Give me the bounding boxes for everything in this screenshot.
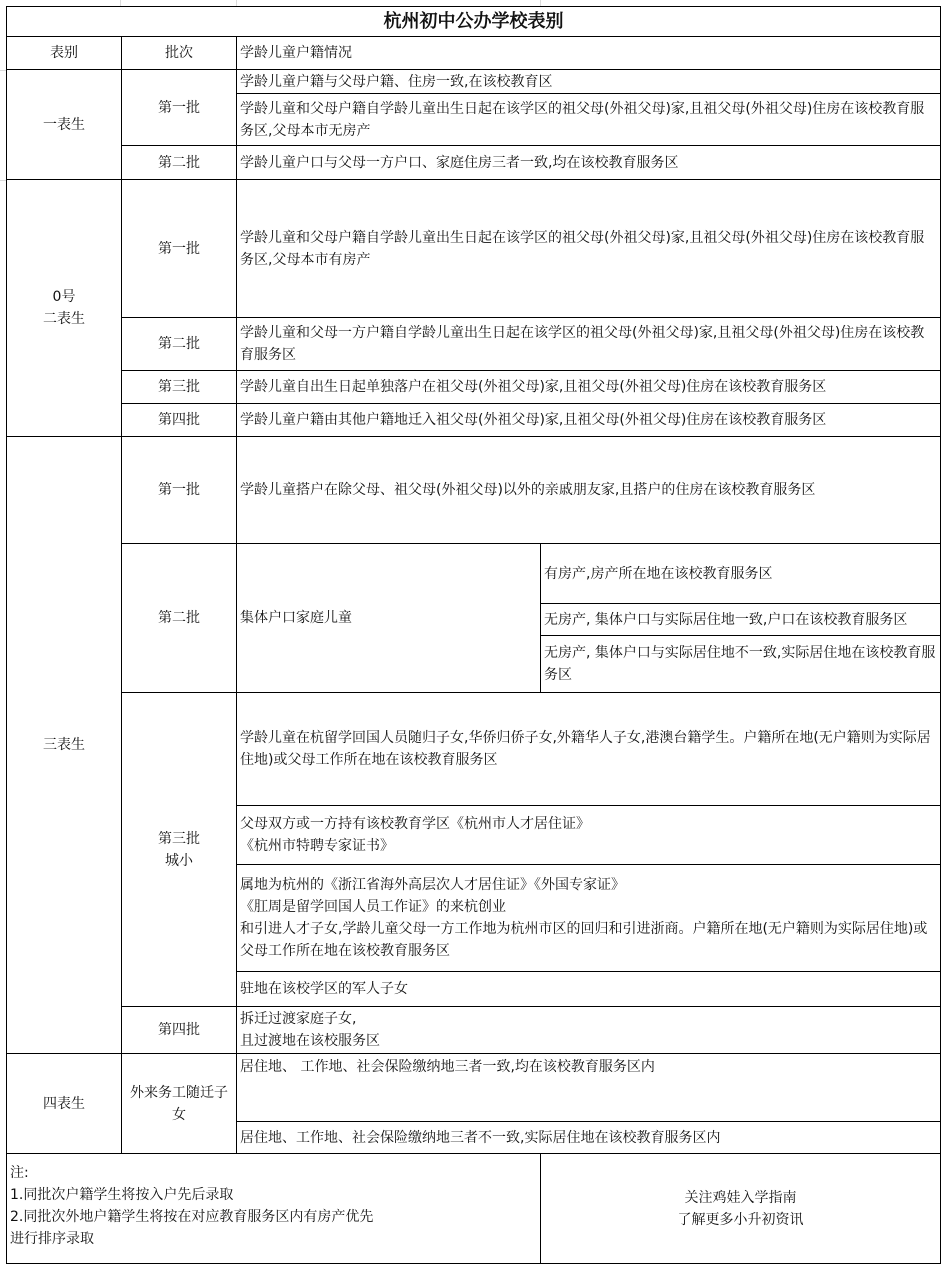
tier3-batch1: 第一批 xyxy=(121,436,237,544)
tier3-batch4-text: 拆迁过渡家庭子女, 且过渡地在该校服务区 xyxy=(236,1006,941,1054)
tier2-batch2: 第二批 xyxy=(121,317,237,371)
tier2-batch3-text: 学龄儿童自出生日起单独落户在祖父母(外祖父母)家,且祖父母(外祖父母)住房在该校教育服务区 xyxy=(236,370,941,404)
tier4-batch: 外来务工随迁子女 xyxy=(121,1053,237,1154)
tier2-batch1-text: 学龄儿童和父母户籍自学龄儿童出生日起在该学区的祖父母(外祖父母)家,且祖父母(外祖父母)住房在该校教育服务区,父母本市有房产 xyxy=(236,179,941,318)
tier3-batch3-row1: 学龄儿童在杭留学回国人员随归子女,华侨归侨子女,外籍华人子女,港澳台籍学生。户籍所在地(无户籍则为实际居住地)或父母工作所在地在该校教育服务区 xyxy=(236,692,941,806)
page-title: 杭州初中公办学校表别 xyxy=(6,6,941,37)
tier1-batch1: 第一批 xyxy=(121,69,237,146)
tier3-batch3-row2: 父母双方或一方持有该校教育学区《杭州市人才居住证》 《杭州市特聘专家证书》 xyxy=(236,805,941,865)
tier3-batch2-sub3: 无房产, 集体户口与实际居住地不一致,实际居住地在该校教育服务区 xyxy=(540,635,941,693)
tier3-batch1-text: 学龄儿童搭户在除父母、祖父母(外祖父母)以外的亲戚朋友家,且搭户的住房在该校教育服务区 xyxy=(236,436,941,544)
tier4-row2: 居住地、工作地、社会保险缴纳地三者不一致,实际居住地在该校教育服务区内 xyxy=(236,1121,941,1154)
tier1-batch1-row2: 学龄儿童和父母户籍自学龄儿童出生日起在该学区的祖父母(外祖父母)家,且祖父母(外祖父母)住房在该校教育服务区,父母本市无房产 xyxy=(236,93,941,146)
header-batch: 批次 xyxy=(121,36,237,70)
tier4-row1: 居住地、 工作地、社会保险缴纳地三者一致,均在该校教育服务区内 xyxy=(236,1053,941,1122)
tier1-batch1-row1: 学龄儿童户籍与父母户籍、住房一致,在该校教育区 xyxy=(236,69,941,94)
header-status: 学龄儿童户籍情况 xyxy=(236,36,941,70)
tier3-batch3: 第三批 城小 xyxy=(121,692,237,1007)
tier2-batch3: 第三批 xyxy=(121,370,237,404)
tier1-batch2-text: 学龄儿童户口与父母一方户口、家庭住房三者一致,均在该校教育服务区 xyxy=(236,145,941,180)
tier3-batch3-row4: 驻地在该校学区的军人子女 xyxy=(236,971,941,1007)
tier4-label: 四表生 xyxy=(6,1053,122,1154)
header-category: 表别 xyxy=(6,36,122,70)
notes: 注: 1.同批次户籍学生将按入户先后录取 2.同批次外地户籍学生将按在对应教育服务区内有房产优先 进行排序录取 xyxy=(6,1153,541,1264)
tier2-batch2-text: 学龄儿童和父母一方户籍自学龄儿童出生日起在该学区的祖父母(外祖父母)家,且祖父母(外祖父母)住房在该校教育服务区 xyxy=(236,317,941,371)
tier3-batch2: 第二批 xyxy=(121,543,237,693)
tier2-batch4: 第四批 xyxy=(121,403,237,437)
tier3-batch2-sub2: 无房产, 集体户口与实际居住地一致,户口在该校教育服务区 xyxy=(540,603,941,636)
tier2-batch4-text: 学龄儿童户籍由其他户籍地迁入祖父母(外祖父母)家,且祖父母(外祖父母)住房在该校教育服务区 xyxy=(236,403,941,437)
tier2-label: 0号 二表生 xyxy=(6,179,122,437)
tier3-batch2-text: 集体户口家庭儿童 xyxy=(236,543,541,693)
tier1-batch2: 第二批 xyxy=(121,145,237,180)
tier3-label: 三表生 xyxy=(6,436,122,1054)
promo-text: 关注鸡娃入学指南 了解更多小升初资讯 xyxy=(540,1153,941,1264)
tier2-batch1: 第一批 xyxy=(121,179,237,318)
tier3-batch3-row3: 属地为杭州的《浙江省海外高层次人才居住证》《外国专家证》 《肛周是留学回国人员工作证》的来杭创业 和引进人才子女,学龄儿童父母一方工作地为杭州市区的回归和引进浙商。户籍所在地(无户籍则为实际居住地)或父母工作所在地在该校教育服务区 xyxy=(236,864,941,972)
tier1-label: 一表生 xyxy=(6,69,122,180)
tier3-batch2-sub1: 有房产,房产所在地在该校教育服务区 xyxy=(540,543,941,604)
tier3-batch4: 第四批 xyxy=(121,1006,237,1054)
